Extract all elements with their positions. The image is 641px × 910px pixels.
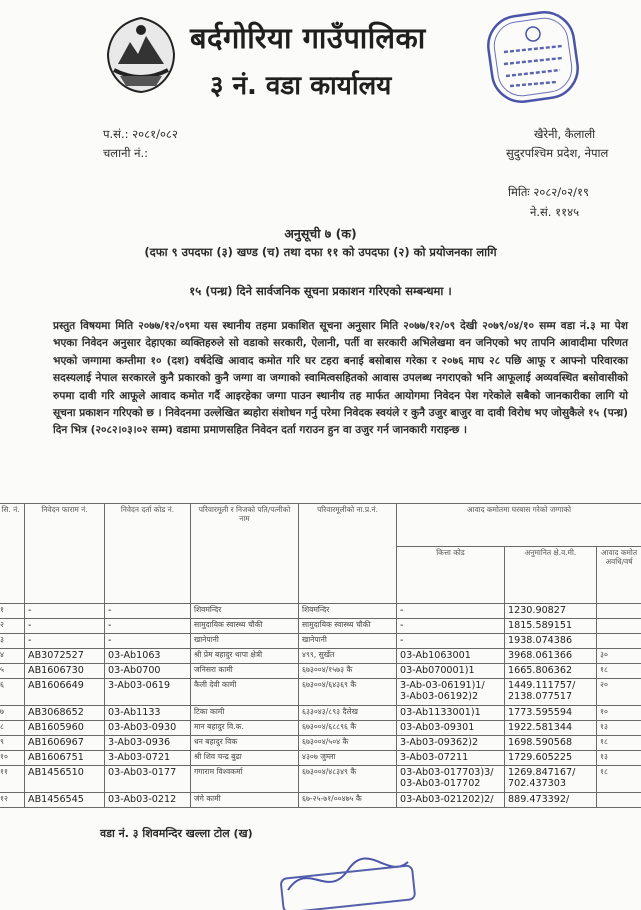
reference-number: प.सं.: २०८१/०८२ (103, 127, 178, 141)
office-title: बर्दगोरिया गाउँपालिका (190, 21, 426, 55)
header-serial: सि. नं. (0, 504, 25, 604)
schedule-heading: अनुसूची ७ (क) (284, 226, 357, 241)
cell-plot-code: - (397, 634, 505, 649)
table-row (0, 619, 641, 634)
cell-citizenship: ६७३००४/६४३६९ कै (299, 679, 397, 706)
cell-years: १० (597, 706, 641, 721)
cell-serial: ११ (0, 766, 25, 793)
header-citizenship: परिवारमूलीको ना.प्र.नं. (299, 504, 397, 604)
cell-serial: १ (0, 604, 25, 619)
cell-years: ३० (597, 649, 641, 664)
cell-name: गगाराम विश्वकर्मा (191, 766, 299, 793)
nepal-era-date: ने.सं. ११४५ (530, 205, 580, 219)
cell-years: २० (597, 679, 641, 706)
cell-form-no: AB1606730 (25, 664, 105, 679)
cell-area: 1938.074386 (505, 634, 597, 649)
table-row (0, 766, 641, 793)
table-body (0, 604, 641, 808)
cell-reg-code: 03-Ab0700 (105, 664, 191, 679)
office-place: खैरेनी, कैलाली (534, 127, 596, 141)
cell-form-no: - (25, 619, 105, 634)
cell-name: श्री प्रेम बहादुर थापा क्षेत्री (191, 649, 299, 664)
cell-area: 1269.847167/ 702.437303 (505, 766, 597, 793)
header-area: अनुमानित क्षे.व.मी. (505, 547, 597, 604)
cell-citizenship: ६७३००४/५०४ कै (299, 736, 397, 751)
cell-years: १८ (597, 664, 641, 679)
cell-form-no: AB1605960 (25, 721, 105, 736)
cell-serial: ७ (0, 706, 25, 721)
cell-reg-code: - (105, 634, 191, 649)
cell-reg-code: 3-Ab03-0721 (105, 751, 191, 766)
cell-name: टिका कामी (191, 706, 299, 721)
cell-reg-code: 03-Ab03-0212 (105, 793, 191, 808)
cell-name: कैली देवी कामी (191, 679, 299, 706)
dispatch-number: चलानी नं.: (103, 146, 149, 160)
cell-plot-code: 03-Ab03-09301 (397, 721, 505, 736)
notice-paragraph: प्रस्तुत विषयमा मिति २०७७/१२/०९मा यस स्थानीय तहमा प्रकाशित सूचना अनुसार मिति २०७७/१२/०९ देखी २०७९/०४/१० सम्म वडा नं.३ मा पेश भएका निवेदन अनुसार देहाएका व्यक्तिहरुले सो वडाको सरकारी, ऐलानी, पर्ती वा सरकारी अभिलेखमा वन जनिएको भए तापनि आवादीमा परिणत भएको जग्गामा कम्तीमा १० (दश) वर्षदेखि आवाद कमोत गरि घर टहरा बनाई बसोबास गरेका र २०७६ माघ २८ पछि आफू र आफ्नो परिवारका सदस्यलाई नेपाल सरकारले कुनै प्रकारको कुनै जग्गा वा जग्गाको स्वामित्वसहितको आवास उपलब्ध नगराएको भनि आफूलाई अव्यवस्थित बसोवासीको रुपमा दावी गरि आफूले आवाद कमोत गर्दै आइरहेका जग्गा पाउन स्थानीय तह मार्फत आयोगमा निवेदन पेश गरेकोले सबैको जानकारीका लागि यो सूचना प्रकाशन गरिएको छ । निवेदनमा उल्लेखित ब्यहोरा संशोधन गर्नु परेमा निवेदक स्वयंले र कुनै उजुर बाजुर वा दावी विरोध भए जोसुकैले १५ (पन्ध्र) दिन भित्र (२०८२।०३।०२ सम्म) वडामा प्रमाणसहित निवेदन दर्ता गराउन हुन वा उजुर गर्न जानकारी गराइन्छ । (53, 320, 628, 437)
cell-serial: ५ (0, 664, 25, 679)
cell-years: १८ (597, 766, 641, 793)
cell-area: 1665.806362 (505, 664, 597, 679)
cell-reg-code: - (105, 604, 191, 619)
cell-form-no: - (25, 604, 105, 619)
header-reg-code: निवेदन दर्ता कोड नं. (105, 504, 191, 604)
cell-citizenship: ४३०७ जुम्ला (299, 751, 397, 766)
cell-citizenship: ४९९, सुर्खेत (299, 649, 397, 664)
office-seal-icon (484, 8, 582, 106)
table-row (0, 793, 641, 808)
cell-citizenship: ६७३००४/१५७३ कै (299, 664, 397, 679)
cell-years (597, 634, 641, 649)
cell-citizenship: खानेपानी (299, 634, 397, 649)
table-row (0, 706, 641, 721)
cell-name: मान बहादुर वि.क. (191, 721, 299, 736)
table-row (0, 634, 641, 649)
cell-citizenship: ६७-२५-७१/००४७५ कै (299, 793, 397, 808)
cell-name: जंगे कामी (191, 793, 299, 808)
cell-serial: १२ (0, 793, 25, 808)
office-subtitle: ३ नं. वडा कार्यालय (210, 71, 392, 101)
cell-reg-code: 03-Ab03-0930 (105, 721, 191, 736)
cell-reg-code: 03-Ab1063 (105, 649, 191, 664)
cell-plot-code: 03-Ab1133001)1 (397, 706, 505, 721)
cell-name: सामुदायिक स्वास्थ्य चौकी (191, 619, 299, 634)
government-emblem-icon (100, 14, 182, 96)
table-row (0, 649, 641, 664)
cell-area: 3968.061366 (505, 649, 597, 664)
cell-plot-code: 03-Ab070001)1 (397, 664, 505, 679)
cell-years (597, 793, 641, 808)
cell-area: 1922.581344 (505, 721, 597, 736)
cell-plot-code: 3-Ab-03-06191)1/ 3-Ab03-06192)2 (397, 679, 505, 706)
cell-plot-code: 03-Ab1063001 (397, 649, 505, 664)
cell-area: 1773.595594 (505, 706, 597, 721)
cell-plot-code: - (397, 604, 505, 619)
header-name: परिवारमूली र निजको पति/पत्नीको नाम (191, 504, 299, 604)
cell-name: श्री शिव चन्द्र बुढा (191, 751, 299, 766)
cell-serial: ८ (0, 721, 25, 736)
cell-form-no: AB3068652 (25, 706, 105, 721)
cell-years (597, 619, 641, 634)
cell-area: 1815.589151 (505, 619, 597, 634)
cell-area: 1449.111757/ 2138.077517 (505, 679, 597, 706)
cell-citizenship: शिवमन्दिर (299, 604, 397, 619)
header-land: आवाद कमोतमा घरबास गरेको जग्गाको (397, 504, 641, 547)
cell-serial: १० (0, 751, 25, 766)
table-row (0, 751, 641, 766)
cell-form-no: AB1606649 (25, 679, 105, 706)
table-row (0, 604, 641, 619)
cell-name: जनिसरा कामी (191, 664, 299, 679)
office-province: सुदुरपश्चिम प्रदेश, नेपाल (506, 146, 609, 160)
cell-area: 1729.605225 (505, 751, 597, 766)
cell-reg-code: 3-Ab03-0619 (105, 679, 191, 706)
header-years: आवाद कमोत अवधि/वर्ष (597, 547, 641, 604)
cell-form-no: - (25, 634, 105, 649)
table-row (0, 721, 641, 736)
cell-plot-code: 3-Ab03-07211 (397, 751, 505, 766)
letter-date: मितिः २०८२/०२/१९ (508, 185, 589, 199)
cell-years (597, 604, 641, 619)
header-form-no: निवेदन फाराम नं. (25, 504, 105, 604)
cell-area: 889.473392/ (505, 793, 597, 808)
cell-serial: ३ (0, 634, 25, 649)
cell-plot-code: 3-Ab03-09362)2 (397, 736, 505, 751)
table-row (0, 736, 641, 751)
cell-form-no: AB1606751 (25, 751, 105, 766)
cell-serial: ९ (0, 736, 25, 751)
cell-citizenship: ६३३०४३/८९३ दैलेख (299, 706, 397, 721)
cell-form-no: AB1456510 (25, 766, 105, 793)
subject-line: १५ (पन्ध्र) दिने सार्वजनिक सूचना प्रकाशन गरिएको सम्बन्धमा । (189, 284, 452, 298)
cell-area: 1230.90827 (505, 604, 597, 619)
cell-years: १८ (597, 736, 641, 751)
cell-years: १३ (597, 751, 641, 766)
cell-name: खानेपानी (191, 634, 299, 649)
table-header-row (0, 504, 641, 547)
cell-reg-code: 03-Ab1133 (105, 706, 191, 721)
cell-name: धन बहादुर विक (191, 736, 299, 751)
table-row (0, 664, 641, 679)
cell-serial: ४ (0, 649, 25, 664)
cell-reg-code: - (105, 619, 191, 634)
cell-serial: ६ (0, 679, 25, 706)
clause-reference: (दफा ९ उपदफा (३) खण्ड (च) तथा दफा ११ को उपदफा (२) को प्रयोजनका लागि (144, 245, 497, 259)
cell-area: 1698.590568 (505, 736, 597, 751)
table-row (0, 679, 641, 706)
cell-form-no: AB1456545 (25, 793, 105, 808)
cell-form-no: AB1606967 (25, 736, 105, 751)
cell-years: १३ (597, 721, 641, 736)
cell-form-no: AB3072527 (25, 649, 105, 664)
cell-plot-code: 03-Ab03-017703)3/ 03-Ab03-017702 (397, 766, 505, 793)
cell-name: शिवमन्दिर (191, 604, 299, 619)
cell-citizenship: सामुदायिक स्वास्थ्य चौकी (299, 619, 397, 634)
cell-reg-code: 03-Ab03-0177 (105, 766, 191, 793)
applicant-table (0, 503, 641, 808)
cell-citizenship: ६७३००४/६८८९६ कै (299, 721, 397, 736)
cell-serial: २ (0, 619, 25, 634)
ward-location: वडा नं. ३ शिवमन्दिर खल्ला टोल (ख) (100, 827, 253, 840)
cell-citizenship: ६७३००४/४८३४९ कै (299, 766, 397, 793)
cell-plot-code: - (397, 619, 505, 634)
signature-seal-icon (278, 850, 418, 910)
cell-plot-code: 03-Ab03-021202)2/ (397, 793, 505, 808)
cell-reg-code: 3-Ab03-0936 (105, 736, 191, 751)
header-plot-code: कित्ता कोड (397, 547, 505, 604)
